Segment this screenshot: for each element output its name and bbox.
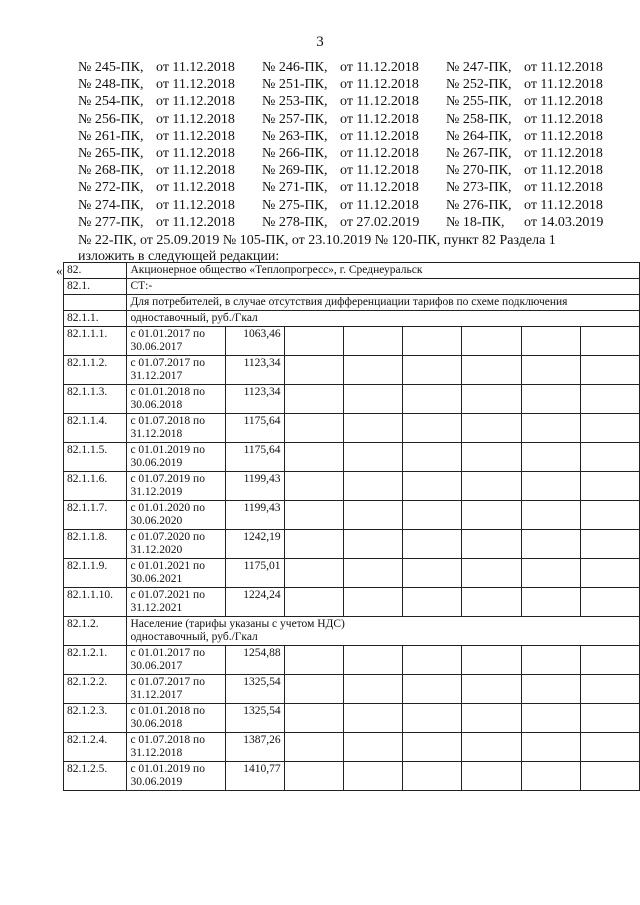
doc-date: от 11.12.2018 xyxy=(156,180,235,196)
empty-cell xyxy=(403,588,462,617)
empty-cell xyxy=(580,733,639,762)
period-cell: с 01.07.2019 по 31.12.2019 xyxy=(127,472,226,501)
empty-cell xyxy=(462,733,521,762)
value-cell: 1063,46 xyxy=(226,327,284,356)
doc-ref xyxy=(78,93,262,110)
empty-cell xyxy=(284,675,343,704)
item-number: 82.1.1.5. xyxy=(64,443,127,472)
doc-date: от 11.12.2018 xyxy=(340,180,419,196)
doc-ref xyxy=(78,162,262,179)
period-cell: с 01.07.2017 по 31.12.2017 xyxy=(127,356,226,385)
empty-cell xyxy=(521,356,580,385)
doc-ref xyxy=(446,111,630,128)
empty-cell xyxy=(462,530,521,559)
doc-number: № 251-ПК, xyxy=(262,77,328,93)
table-row xyxy=(64,327,640,356)
doc-ref xyxy=(446,128,630,145)
empty-cell xyxy=(403,414,462,443)
empty-cell xyxy=(284,559,343,588)
doc-ref xyxy=(262,59,446,76)
empty-cell xyxy=(403,385,462,414)
doc-date: от 11.12.2018 xyxy=(524,111,603,127)
doc-number: № 268-ПК, xyxy=(78,163,144,179)
value-cell: 1254,88 xyxy=(226,646,284,675)
doc-date: от 11.12.2018 xyxy=(340,128,419,144)
doc-number: № 247-ПК, xyxy=(446,60,512,75)
doc-date: от 11.12.2018 xyxy=(524,197,603,213)
doc-ref xyxy=(446,162,630,179)
empty-cell xyxy=(343,443,402,472)
period-cell: с 01.01.2020 по 30.06.2020 xyxy=(127,501,226,530)
item-text: Для потребителей, в случае отсутствия дифференциации тарифов по схеме подключения xyxy=(127,295,640,311)
empty-cell xyxy=(521,704,580,733)
empty-cell xyxy=(284,704,343,733)
empty-cell xyxy=(284,327,343,356)
doc-row xyxy=(78,179,618,196)
empty-cell xyxy=(462,385,521,414)
section-row xyxy=(64,279,640,295)
empty-cell xyxy=(403,472,462,501)
empty-cell xyxy=(521,733,580,762)
empty-cell xyxy=(403,530,462,559)
item-number: 82.1.2.3. xyxy=(64,704,127,733)
doc-date: от 11.12.2018 xyxy=(156,163,235,179)
doc-number: № 263-ПК, xyxy=(262,128,328,144)
empty-cell xyxy=(343,559,402,588)
doc-number: № 246-ПК, xyxy=(262,60,328,75)
doc-number: № 265-ПК, xyxy=(78,145,144,161)
doc-number: № 269-ПК, xyxy=(262,163,328,179)
empty-cell xyxy=(580,385,639,414)
empty-cell xyxy=(343,385,402,414)
doc-ref xyxy=(78,214,262,231)
table-row xyxy=(64,385,640,414)
value-cell: 1387,26 xyxy=(226,733,284,762)
doc-date: от 11.12.2018 xyxy=(340,145,419,161)
empty-cell xyxy=(580,704,639,733)
empty-cell xyxy=(462,472,521,501)
table-row xyxy=(64,704,640,733)
empty-cell xyxy=(521,472,580,501)
doc-number: № 252-ПК, xyxy=(446,77,512,93)
value-cell: 1199,43 xyxy=(226,472,284,501)
empty-cell xyxy=(580,530,639,559)
empty-cell xyxy=(462,443,521,472)
item-number: 82.1.1.7. xyxy=(64,501,127,530)
empty-cell xyxy=(521,762,580,791)
doc-ref xyxy=(262,93,446,110)
section-row xyxy=(64,617,640,646)
doc-date: от 11.12.2018 xyxy=(524,163,603,179)
item-number: 82.1.1.8. xyxy=(64,530,127,559)
value-cell: 1175,01 xyxy=(226,559,284,588)
doc-ref xyxy=(262,162,446,179)
empty-cell xyxy=(284,501,343,530)
empty-cell xyxy=(521,559,580,588)
doc-number: № 271-ПК, xyxy=(262,180,328,196)
doc-date: от 11.12.2018 xyxy=(156,77,235,93)
empty-cell xyxy=(521,414,580,443)
empty-cell xyxy=(580,356,639,385)
empty-cell xyxy=(580,327,639,356)
doc-ref xyxy=(78,59,262,76)
value-cell: 1325,54 xyxy=(226,675,284,704)
table-row xyxy=(64,733,640,762)
doc-ref xyxy=(446,93,630,110)
empty-cell xyxy=(343,414,402,443)
document-list-tail: № 22-ПК, от 25.09.2019 № 105-ПК, от 23.10.2019 № 120-ПК, пункт 82 Раздела 1 xyxy=(78,233,556,248)
empty-cell xyxy=(403,675,462,704)
doc-row xyxy=(78,93,618,110)
doc-row xyxy=(78,197,618,214)
empty-cell xyxy=(521,675,580,704)
item-number: 82.1.1.1. xyxy=(64,327,127,356)
document-list xyxy=(78,59,618,231)
doc-row xyxy=(78,76,618,93)
doc-ref xyxy=(262,197,446,214)
doc-number: № 248-ПК, xyxy=(78,77,144,93)
doc-ref xyxy=(262,76,446,93)
value-cell: 1123,34 xyxy=(226,356,284,385)
doc-date: от 11.12.2018 xyxy=(524,128,603,144)
value-cell: 1123,34 xyxy=(226,385,284,414)
section-title: Население (тарифы указаны с учетом НДС) xyxy=(130,618,345,630)
empty-cell xyxy=(462,675,521,704)
period-cell: с 01.07.2021 по 31.12.2021 xyxy=(127,588,226,617)
doc-number: № 264-ПК, xyxy=(446,128,512,144)
doc-date: от 11.12.2018 xyxy=(156,60,235,75)
rate-type: одноставочный, руб./Гкал xyxy=(130,631,258,643)
doc-date: от 27.02.2019 xyxy=(340,214,420,230)
intro-line: изложить в следующей редакции: xyxy=(78,249,280,264)
empty-cell xyxy=(284,472,343,501)
empty-cell xyxy=(284,443,343,472)
doc-ref xyxy=(262,179,446,196)
table-row xyxy=(64,762,640,791)
item-number: 82.1. xyxy=(64,279,127,295)
empty-cell xyxy=(343,472,402,501)
item-number: 82.1.1.9. xyxy=(64,559,127,588)
item-number: 82.1.1.4. xyxy=(64,414,127,443)
empty-cell xyxy=(521,588,580,617)
empty-cell xyxy=(284,733,343,762)
tariff-table xyxy=(63,262,640,791)
table-row xyxy=(64,414,640,443)
empty-cell xyxy=(403,327,462,356)
period-cell: с 01.01.2021 по 30.06.2021 xyxy=(127,559,226,588)
value-cell: 1175,64 xyxy=(226,443,284,472)
doc-date: от 11.12.2018 xyxy=(156,94,235,110)
empty-cell xyxy=(462,762,521,791)
description-row xyxy=(64,295,640,311)
doc-ref xyxy=(446,197,630,214)
doc-number: № 277-ПК, xyxy=(78,214,144,230)
period-cell: с 01.01.2017 по 30.06.2017 xyxy=(127,327,226,356)
doc-date: от 11.12.2018 xyxy=(340,94,419,110)
empty-cell xyxy=(343,675,402,704)
doc-date: от 11.12.2018 xyxy=(524,77,603,93)
empty-cell xyxy=(343,530,402,559)
empty-cell xyxy=(462,588,521,617)
doc-number: № 254-ПК, xyxy=(78,94,144,110)
item-text: СТ:- xyxy=(127,279,640,295)
empty-cell xyxy=(343,733,402,762)
period-cell: с 01.01.2019 по 30.06.2019 xyxy=(127,762,226,791)
empty-cell xyxy=(521,530,580,559)
empty-cell xyxy=(580,414,639,443)
empty-cell xyxy=(580,588,639,617)
empty-cell xyxy=(462,704,521,733)
empty-cell xyxy=(403,762,462,791)
item-text: Акционерное общество «Теплопрогресс», г. Среднеуральск xyxy=(127,263,640,279)
empty-cell xyxy=(580,472,639,501)
empty-cell xyxy=(462,327,521,356)
doc-date: от 11.12.2018 xyxy=(156,111,235,127)
doc-row xyxy=(78,111,618,128)
empty-cell xyxy=(403,733,462,762)
empty-cell xyxy=(462,501,521,530)
period-cell: с 01.07.2018 по 31.12.2018 xyxy=(127,733,226,762)
doc-date: от 11.12.2018 xyxy=(340,111,419,127)
period-cell: с 01.07.2020 по 31.12.2020 xyxy=(127,530,226,559)
doc-number: № 272-ПК, xyxy=(78,180,144,196)
item-number: 82.1.2.4. xyxy=(64,733,127,762)
table-row xyxy=(64,559,640,588)
empty-cell xyxy=(580,501,639,530)
empty-cell xyxy=(462,559,521,588)
table-row xyxy=(64,675,640,704)
doc-date: от 11.12.2018 xyxy=(524,145,603,161)
doc-ref xyxy=(446,214,630,231)
doc-number: № 278-ПК, xyxy=(262,214,328,230)
empty-cell xyxy=(521,327,580,356)
doc-ref xyxy=(78,197,262,214)
empty-cell xyxy=(580,675,639,704)
empty-cell xyxy=(403,704,462,733)
empty-cell xyxy=(343,704,402,733)
doc-number: № 257-ПК, xyxy=(262,111,328,127)
item-number: 82.1.1.6. xyxy=(64,472,127,501)
org-header-row xyxy=(64,263,640,279)
table-row xyxy=(64,501,640,530)
doc-row xyxy=(78,145,618,162)
doc-number: № 258-ПК, xyxy=(446,111,512,127)
empty-cell xyxy=(521,646,580,675)
period-cell: с 01.01.2019 по 30.06.2019 xyxy=(127,443,226,472)
doc-row xyxy=(78,214,618,231)
empty-cell xyxy=(521,385,580,414)
doc-date: от 11.12.2018 xyxy=(524,180,603,196)
empty-cell xyxy=(580,559,639,588)
doc-number: № 261-ПК, xyxy=(78,128,144,144)
doc-date: от 11.12.2018 xyxy=(340,60,419,75)
period-cell: с 01.01.2018 по 30.06.2018 xyxy=(127,704,226,733)
item-number: 82.1.1.10. xyxy=(64,588,127,617)
empty-cell xyxy=(343,588,402,617)
item-number: 82.1.2. xyxy=(64,617,127,646)
empty-cell xyxy=(403,559,462,588)
doc-number: № 255-ПК, xyxy=(446,94,512,110)
doc-date: от 11.12.2018 xyxy=(524,94,603,110)
empty-cell xyxy=(580,646,639,675)
empty-cell xyxy=(343,646,402,675)
value-cell: 1325,54 xyxy=(226,704,284,733)
doc-ref xyxy=(446,145,630,162)
empty-cell xyxy=(343,762,402,791)
doc-date: от 11.12.2018 xyxy=(156,145,235,161)
doc-ref xyxy=(78,128,262,145)
value-cell: 1410,77 xyxy=(226,762,284,791)
item-number: 82.1.2.5. xyxy=(64,762,127,791)
doc-date: от 11.12.2018 xyxy=(340,163,419,179)
empty-cell xyxy=(462,356,521,385)
page-number: 3 xyxy=(316,34,324,50)
doc-row xyxy=(78,59,618,76)
doc-ref xyxy=(78,145,262,162)
empty-cell xyxy=(580,443,639,472)
table-row xyxy=(64,646,640,675)
doc-date: от 11.12.2018 xyxy=(340,77,419,93)
doc-ref xyxy=(262,111,446,128)
table-row xyxy=(64,530,640,559)
period-cell: с 01.07.2017 по 31.12.2017 xyxy=(127,675,226,704)
doc-number: № 273-ПК, xyxy=(446,180,512,196)
table-row xyxy=(64,443,640,472)
item-number: 82.1.1. xyxy=(64,311,127,327)
doc-number: № 276-ПК, xyxy=(446,197,512,213)
open-quote: « xyxy=(56,263,63,278)
item-number: 82.1.2.1. xyxy=(64,646,127,675)
empty-cell xyxy=(580,762,639,791)
empty-cell xyxy=(521,501,580,530)
blank-cell xyxy=(64,295,127,311)
empty-cell xyxy=(462,414,521,443)
empty-cell xyxy=(403,443,462,472)
doc-number: № 245-ПК, xyxy=(78,60,144,75)
doc-number: № 253-ПК, xyxy=(262,94,328,110)
item-number: 82.1.2.2. xyxy=(64,675,127,704)
empty-cell xyxy=(343,327,402,356)
empty-cell xyxy=(343,501,402,530)
item-number: 82.1.1.2. xyxy=(64,356,127,385)
item-text: одноставочный, руб./Гкал xyxy=(127,311,640,327)
doc-number: № 275-ПК, xyxy=(262,197,328,213)
empty-cell xyxy=(284,356,343,385)
empty-cell xyxy=(403,501,462,530)
doc-ref xyxy=(446,76,630,93)
doc-date: от 11.12.2018 xyxy=(156,197,235,213)
doc-date: от 11.12.2018 xyxy=(156,128,235,144)
doc-number: № 274-ПК, xyxy=(78,197,144,213)
empty-cell xyxy=(343,356,402,385)
period-cell: с 01.01.2018 по 30.06.2018 xyxy=(127,385,226,414)
table-row xyxy=(64,472,640,501)
empty-cell xyxy=(284,385,343,414)
table-row xyxy=(64,588,640,617)
doc-number: № 266-ПК, xyxy=(262,145,328,161)
doc-ref xyxy=(262,214,446,231)
doc-date: от 11.12.2018 xyxy=(156,214,235,230)
doc-number: № 18-ПК, xyxy=(446,214,505,230)
doc-ref xyxy=(78,111,262,128)
doc-ref xyxy=(262,145,446,162)
doc-ref xyxy=(446,59,630,76)
doc-ref xyxy=(262,128,446,145)
period-cell: с 01.07.2018 по 31.12.2018 xyxy=(127,414,226,443)
empty-cell xyxy=(284,646,343,675)
empty-cell xyxy=(284,530,343,559)
doc-ref xyxy=(78,179,262,196)
value-cell: 1242,19 xyxy=(226,530,284,559)
doc-number: № 270-ПК, xyxy=(446,163,512,179)
doc-ref xyxy=(446,179,630,196)
rate-type-row xyxy=(64,311,640,327)
doc-ref xyxy=(78,76,262,93)
doc-number: № 267-ПК, xyxy=(446,145,512,161)
item-number: 82. xyxy=(64,263,127,279)
empty-cell xyxy=(403,356,462,385)
item-text xyxy=(127,617,640,646)
doc-date: от 11.12.2018 xyxy=(340,197,419,213)
empty-cell xyxy=(284,762,343,791)
value-cell: 1175,64 xyxy=(226,414,284,443)
empty-cell xyxy=(462,646,521,675)
doc-row xyxy=(78,128,618,145)
period-cell: с 01.01.2017 по 30.06.2017 xyxy=(127,646,226,675)
empty-cell xyxy=(284,414,343,443)
value-cell: 1199,43 xyxy=(226,501,284,530)
empty-cell xyxy=(521,443,580,472)
doc-date: от 14.03.2019 xyxy=(524,214,604,230)
item-number: 82.1.1.3. xyxy=(64,385,127,414)
value-cell: 1224,24 xyxy=(226,588,284,617)
doc-number: № 256-ПК, xyxy=(78,111,144,127)
empty-cell xyxy=(284,588,343,617)
doc-date: от 11.12.2018 xyxy=(524,60,603,75)
table-row xyxy=(64,356,640,385)
empty-cell xyxy=(403,646,462,675)
doc-row xyxy=(78,162,618,179)
